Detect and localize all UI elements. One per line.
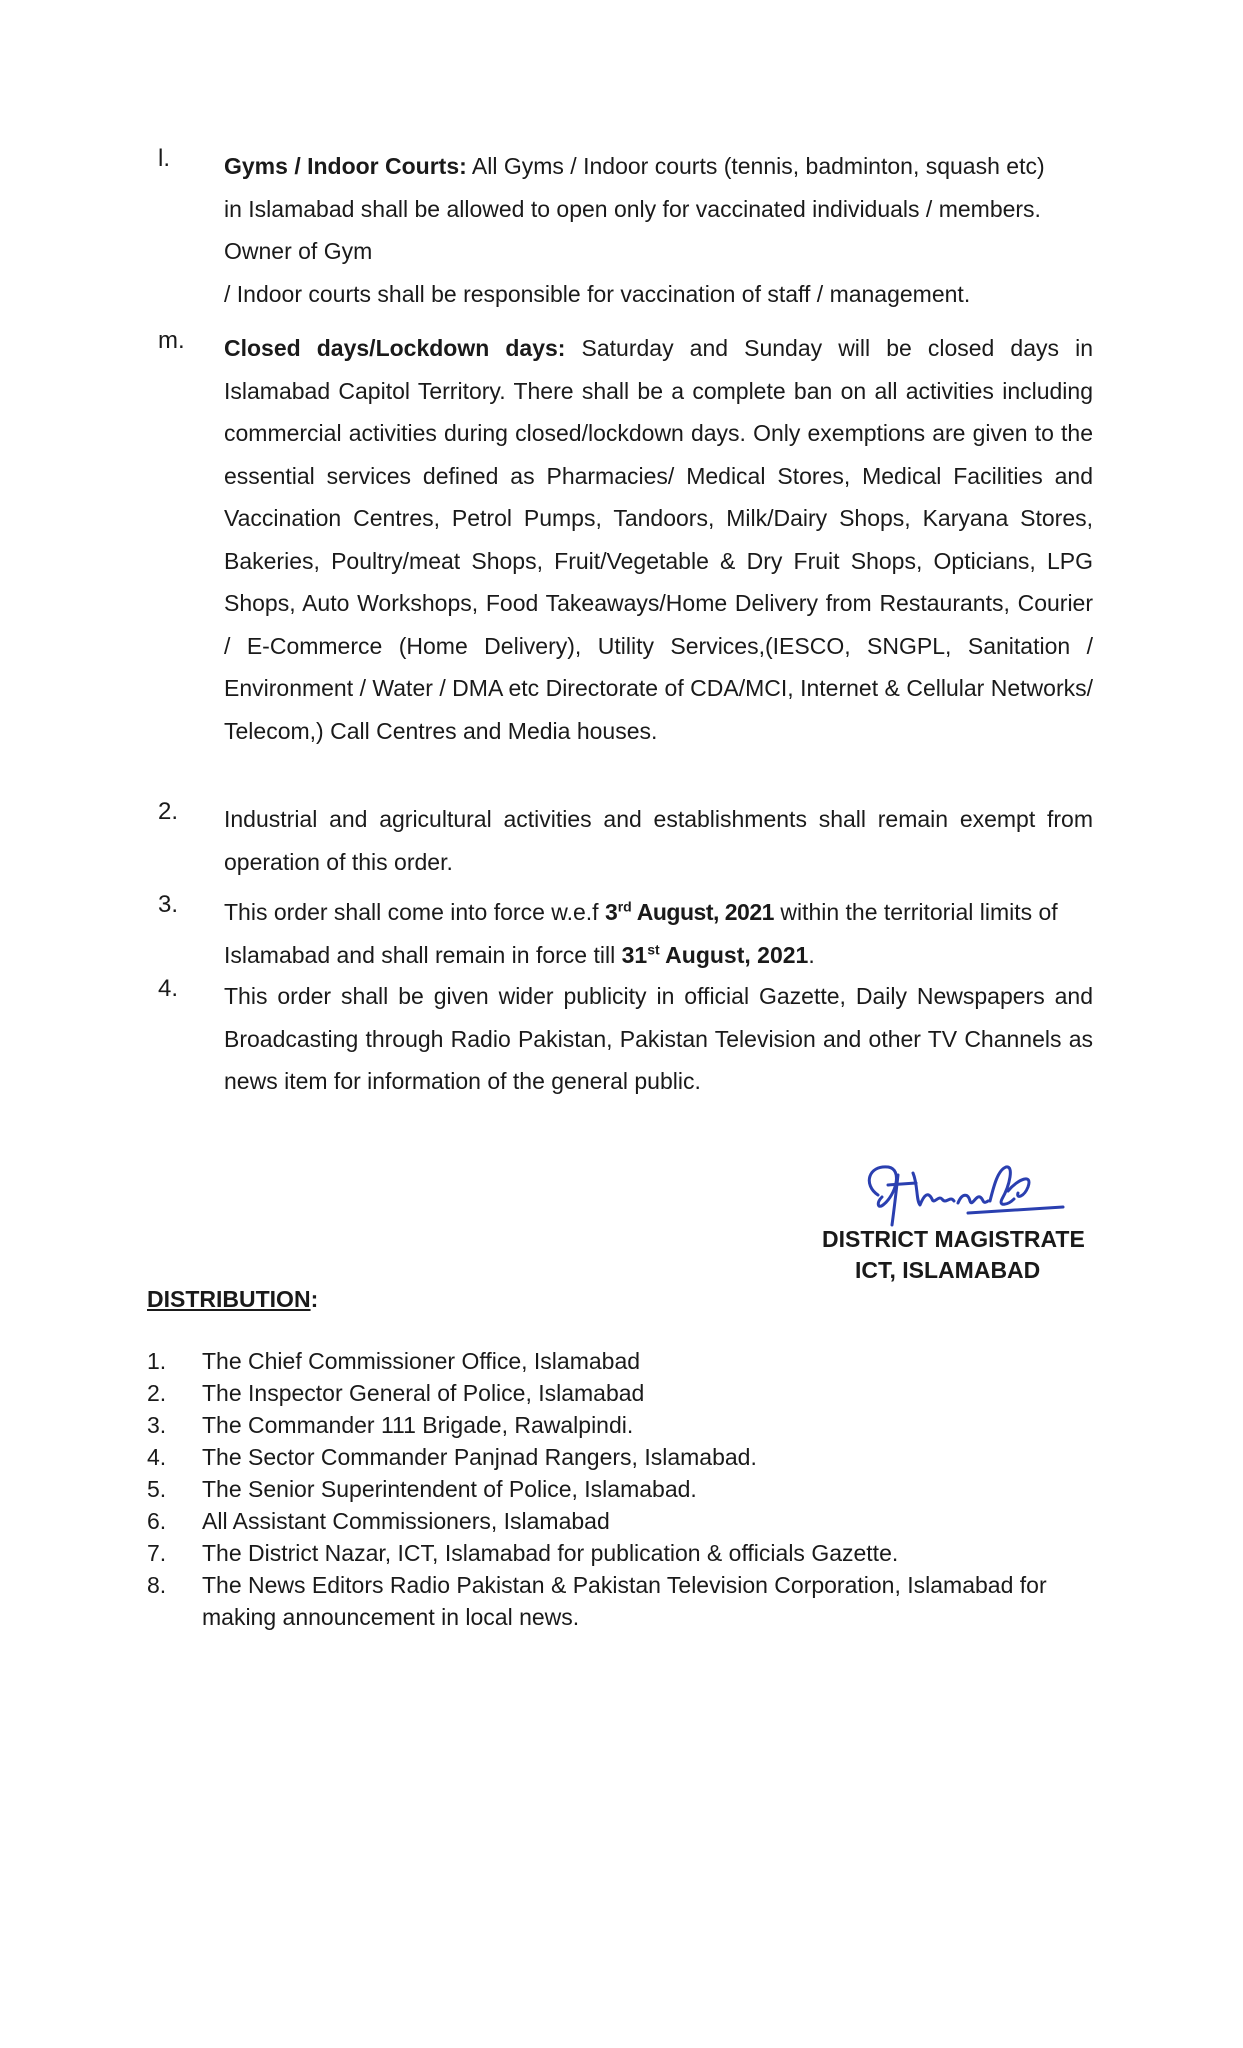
clause-marker: 4. [158,975,179,1002]
clause-marker: 2. [158,798,179,825]
list-item [147,1409,1107,1441]
clause-line: All Gyms / Indoor courts (tennis, badminton, squash etc) [471,153,1045,179]
clause-body: Saturday and Sunday will be closed days in Islamabad Capitol Territory. There shall be a complete ban on all activities including commercial activities during closed/lockdown days. Only exemptions are given to the essential services defined as Pharmacies/ Medical Stores, Medical Facilities and Vaccination Centres, Petrol Pumps, Tandoors, Milk/Dairy Shops, Karyana Stores, Bakeries, Poultry/meat Shops, Fruit/Vegetable & Dry Fruit Shops, Opticians, LPG Shops, Auto Workshops, Food Takeaways/Home Delivery from Restaurants, Courier / E-Commerce (Home Delivery), Utility Services,(IESCO, SNGPL, Sanitation / Environment / Water / DMA etc Directorate of CDA/MCI, Internet & Cellular Networks/ Telecom,) Call Centres and Media houses. [224,335,1093,744]
list-item-number: 6. [147,1508,167,1534]
list-item-number: 8. [147,1572,167,1598]
clause-text-part: within the territorial limits of Islamabad and shall remain in force till [224,899,1058,968]
clause-line: in Islamabad shall be allowed to open only for vaccinated individuals / members. [224,195,1041,222]
list-item-number: 4. [147,1444,167,1470]
list-item [147,1441,1107,1473]
list-item-text: The Inspector General of Police, Islamabad [202,1380,645,1406]
distribution-list [147,1345,1107,1633]
list-item-text: The Chief Commissioner Office, Islamabad [202,1348,641,1374]
end-date-month-year: August, 2021 [659,941,809,968]
clause-4 [158,975,1093,1103]
effective-date-suffix: rd [617,898,632,915]
list-item-text: All Assistant Commissioners, Islamabad [202,1508,610,1534]
list-item [147,1473,1107,1505]
clause-text-part: This order shall come into force w.e.f [224,899,605,925]
list-item-number: 7. [147,1540,167,1566]
list-item [147,1537,1107,1569]
list-item-text: The News Editors Radio Pakistan & Pakistan Television Corporation, Islamabad for making announcement in local news. [202,1572,1047,1630]
clause-text-part: . [808,941,815,968]
list-item-text: The District Nazar, ICT, Islamabad for publication & officials Gazette. [202,1540,899,1566]
clause-line: Owner of Gym [224,238,373,264]
list-item-number: 5. [147,1476,167,1502]
clause-marker: l. [158,145,170,172]
distribution-heading-colon: : [310,1286,319,1312]
clause-marker: 3. [158,891,179,918]
clause-line: / Indoor courts shall be responsible for vaccination of staff / management. [224,280,971,307]
list-item-text: The Commander 111 Brigade, Rawalpindi. [202,1412,634,1438]
clause-2 [158,798,1093,883]
list-item [147,1505,1107,1537]
clause-3 [158,891,1093,976]
signatory-subtitle: ICT, ISLAMABAD [855,1257,1041,1283]
clause-text [224,145,1093,315]
clause-marker: m. [158,327,185,354]
list-item-text: The Sector Commander Panjnad Rangers, Islamabad. [202,1444,757,1470]
list-item [147,1569,1107,1633]
end-date-day: 31 [621,941,648,968]
distribution-heading [147,1286,318,1313]
list-item-text: The Senior Superintendent of Police, Islamabad. [202,1476,697,1502]
list-item-number: 2. [147,1380,167,1406]
handwritten-signature [858,1155,1068,1230]
clause-body: Industrial and agricultural activities and establishments shall remain exempt from operation of this order. [224,806,1093,875]
clause-text [224,327,1093,752]
clause-heading: Gyms / Indoor Courts: [224,153,467,179]
effective-date-day: 3 [604,899,618,925]
clause-body: This order shall be given wider publicity in official Gazette, Daily Newspapers and Broadcasting through Radio Pakistan, Pakistan Television and other TV Channels as news item for information of the general public. [224,983,1093,1094]
signatory-title: DISTRICT MAGISTRATE [822,1226,1085,1252]
clause-m [158,327,1093,752]
clause-l [158,145,1093,315]
list-item-number: 1. [147,1348,167,1374]
end-date-suffix: st [647,940,660,957]
list-item [147,1345,1107,1377]
list-item [147,1377,1107,1409]
clause-text [224,891,1093,976]
distribution-heading-text: DISTRIBUTION [147,1286,311,1312]
clause-heading: Closed days/Lockdown days: [224,335,566,361]
effective-date-month-year: August, 2021 [631,899,774,925]
list-item-number: 3. [147,1412,167,1438]
